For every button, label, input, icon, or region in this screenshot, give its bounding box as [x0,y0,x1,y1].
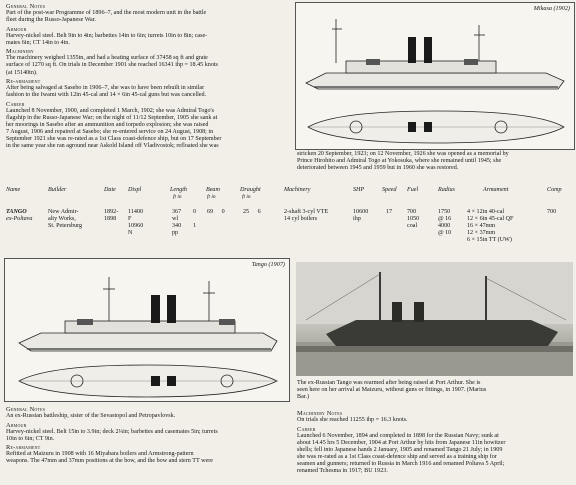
col-header-length: Length [170,187,187,193]
cell-line: 14 cyl boilers [284,216,318,223]
cell-line: 16 × 47mm [467,223,496,230]
cell-line: St. Petersburg [48,223,83,230]
section-heading: Armour [6,25,27,33]
draught-in: 6 [257,209,261,215]
cell-line: ihp [353,216,361,223]
ship-former-name: ex-Poltava [6,216,33,223]
text-line: she was re-rated as a 1st Class coast-defence ship and served as a training ship for [297,453,497,460]
text-line: fleet during the Russo-Japanese War. [6,17,96,24]
beam-cell [207,209,225,216]
section [297,426,573,476]
col-header-beam: Beam [206,187,220,193]
section [6,3,290,24]
section-heading: General Notes [6,406,46,413]
cell-line: 2-shaft 3-cyl VTE [284,209,329,215]
cell-line: 1892- [104,209,119,215]
text-line: renamed Tchesma in 1917; BU 1923. [297,468,388,475]
section [6,422,290,443]
col-header-draught: Draught [240,187,261,193]
text-line: 10in to 6in; CT 9in. [6,435,55,442]
text-line: Harvey-nickel steel. Belt 15in to 3.9in; deck 2¼in; barbettes and casemates 5in; turrets [6,428,218,435]
tango-ship-drawing [5,259,289,401]
cell-line: 12 × 37mm [467,230,496,237]
text-line: After being salvaged at Sasebo in 1906–7, she was to have been rebuilt in similar [6,85,205,92]
comp-cell: 700 [547,209,557,215]
cell-line: @ 16 [438,216,452,223]
draught-ft: 25 [243,209,250,215]
section-heading: Re-armament [6,78,41,86]
text-line: weapons. The 47mm and 37mm positions at the bow, and the bow and stern TT were [6,458,213,465]
cell-line: 340 [172,223,182,230]
machinery-cell [284,209,328,223]
text-line: mates 6in; CT 14in to 4in. [6,39,70,46]
section [6,78,290,99]
col-header-builder: Builder [48,187,67,193]
cell-line: 367 [172,209,182,215]
text-line: September 1921 she was re-rated as a 1st Class coast-defence ship, but on 17 September [6,136,222,143]
beam-in: 0 [221,209,225,215]
photo-caption [297,380,573,401]
cell-line: New Admir- [48,209,79,215]
section [6,48,290,76]
fuel-cell [407,209,419,230]
text-line: (at 15140tn). [6,69,38,76]
units-beam: ft in [207,194,216,200]
col-header-speed: Speed [382,187,397,193]
section [6,406,290,420]
shp-cell [353,209,368,223]
text-line: Launched 8 November, 1900, and completed 1 March, 1902; she was Admiral Togo's [6,107,214,114]
mikasa-career-continued [297,151,573,172]
text-line: Refitted at Maizuru in 1908 with 16 Miyabara boilers and Armstrong-pattern [6,451,194,458]
text-line: in the same year she ran aground near Askold Island off Vladivostok; refloated she was [6,143,219,150]
cell-line: 11400 [128,209,144,215]
text-line: 7 August, 1906 and repaired at Sasebo; she re-entered service on 24 August, 1908; in [6,129,214,136]
text-line: about 14.45 hrs 5 December, 1904 at Port Arthur by hits from Japanese 11in howitzer [297,439,506,446]
beam-ft: 69 [207,209,214,215]
col-header-machinery: Machinery [284,187,311,193]
col-header-name: Name [6,187,21,193]
col-header-armament: Armament [483,187,509,193]
section-heading: Machinery [6,48,34,56]
cell-line: 10960 [128,223,144,230]
speed-cell: 17 [386,209,393,215]
text-line: fashion to the Iwami with 12in 45-cal and 14 × 6in 45-cal guns but was cancelled. [6,92,207,99]
armament-cell [467,209,513,244]
tango-caption: Tango (1907) [251,261,285,268]
cell-line: alty Works, [48,216,76,223]
text-line: Part of the post-war Programme of 1896–7, and the most modern unit in the battle [6,10,207,16]
text-line: Harvey-nickel steel. Belt 9in to 4in; barbettes 14in to 6in; turrets 10in to 8in; case- [6,32,208,39]
section-heading: General Notes [6,3,46,10]
tango-figure [4,258,290,402]
cell-line: pp [172,230,179,237]
ship-name-cell [6,209,32,223]
bottom-right-text [297,409,573,477]
text-line: An ex-Russian battleship, sister of the Sevastopol and Petropavlovsk. [6,413,176,419]
section-heading: Career [6,100,25,108]
cell-line: 1050 [407,216,420,223]
col-header-comp: Comp [547,187,562,193]
section-heading: Re-armament [6,444,41,452]
cell-line: 1898 [104,216,117,223]
builder-cell [48,209,82,230]
caption-line: Bar.) [297,394,310,401]
section-heading: Machinery Notes [297,410,343,417]
bottom-left-text [6,405,290,467]
units-length: ft in [173,194,182,200]
text-line: Prince Hirohito and Admiral Togo at Yokosuka, where she remained until 1945; she [297,158,502,165]
caption-line: The ex-Russian Tango was rearmed after being raised at Port Arthur. She is [297,380,481,386]
section-heading: Career [297,425,316,433]
section-heading: Armour [6,421,27,429]
cell-line: 12 × 6in 45-cal QF [467,216,514,223]
ship-name: TANGO [6,209,27,215]
text-line: flagship in the Russo-Japanese War; on the night of 11/12 September, 1905 she sank at [6,114,218,121]
cell-line: F [128,216,132,223]
col-header-fuel: Fuel [407,187,419,193]
displ-cell [128,209,143,237]
cell-line: wl [172,216,179,223]
top-left-text [6,2,290,152]
date-cell [104,209,118,223]
text-line: stricken 20 September, 1923; on 12 November, 1926 she was opened as a memorial by [297,151,509,157]
text-line: On trials she reached 11255 ihp = 16.3 knots. [297,417,408,423]
mikasa-figure [295,2,575,150]
cell-line: 700 [407,209,417,215]
career-section [6,101,290,151]
units-draught: ft in [242,194,251,200]
col-header-date: Date [104,187,116,193]
cell-line: 4000 [438,223,451,230]
cell-line: 6 × 15in TT (UW) [467,237,512,244]
cell-line: 1750 [438,209,451,215]
length-in-cell [193,209,196,237]
draught-cell [243,209,261,216]
col-header-shp: SHP [353,187,365,193]
mikasa-ship-drawing [296,3,574,149]
cell-line: coal [407,223,418,230]
cell-line: 10600 [353,209,369,215]
caption-line: seen here on her arrival at Maizuru, without guns or fittings, in 1907. (Marius [297,387,487,394]
col-header-radius: Radius [438,187,455,193]
text-line: seamen and gunners; returned to Russia in March 1916 and renamed Poltava 5 April; [297,460,505,467]
tango-photo-image [296,262,573,376]
text-line: The machinery weighed 1355tn, and had a heating surface of 37458 sq ft and grate [6,55,208,62]
mikasa-caption: Mikasa (1902) [533,5,570,12]
cell-line: @ 10 [438,230,452,237]
cell-line [193,216,196,223]
text-line: surface of 1270 sq ft. On trials in December 1901 she reached 16341 ihp = 18.45 knots [6,62,218,69]
text-line: Launched 6 November, 1894 and completed in 1898 for the Russian Navy; sunk at [297,432,499,439]
section [6,26,290,47]
radius-cell [438,209,451,237]
cell-line: 0 [193,209,197,215]
text-line: shells; fell into Japanese hands 2 January, 1905 and renamed Tango 21 July; in 1909 [297,446,503,453]
tango-photo [296,262,573,376]
length-cell [172,209,181,237]
cell-line: 1 [193,223,197,230]
col-header-displ: Displ [128,187,142,193]
text-line: deteriorated between 1945 and 1959 but in 1960 she was restored. [297,165,459,172]
section [6,444,290,465]
text-line: her moorings in Sasebo after an ammunition and torpedo explosion; she was raised [6,122,209,129]
cell-line: 4 × 12in 40-cal [467,209,505,215]
cell-line: N [128,230,133,237]
section [297,410,573,424]
cell-line [193,230,196,237]
